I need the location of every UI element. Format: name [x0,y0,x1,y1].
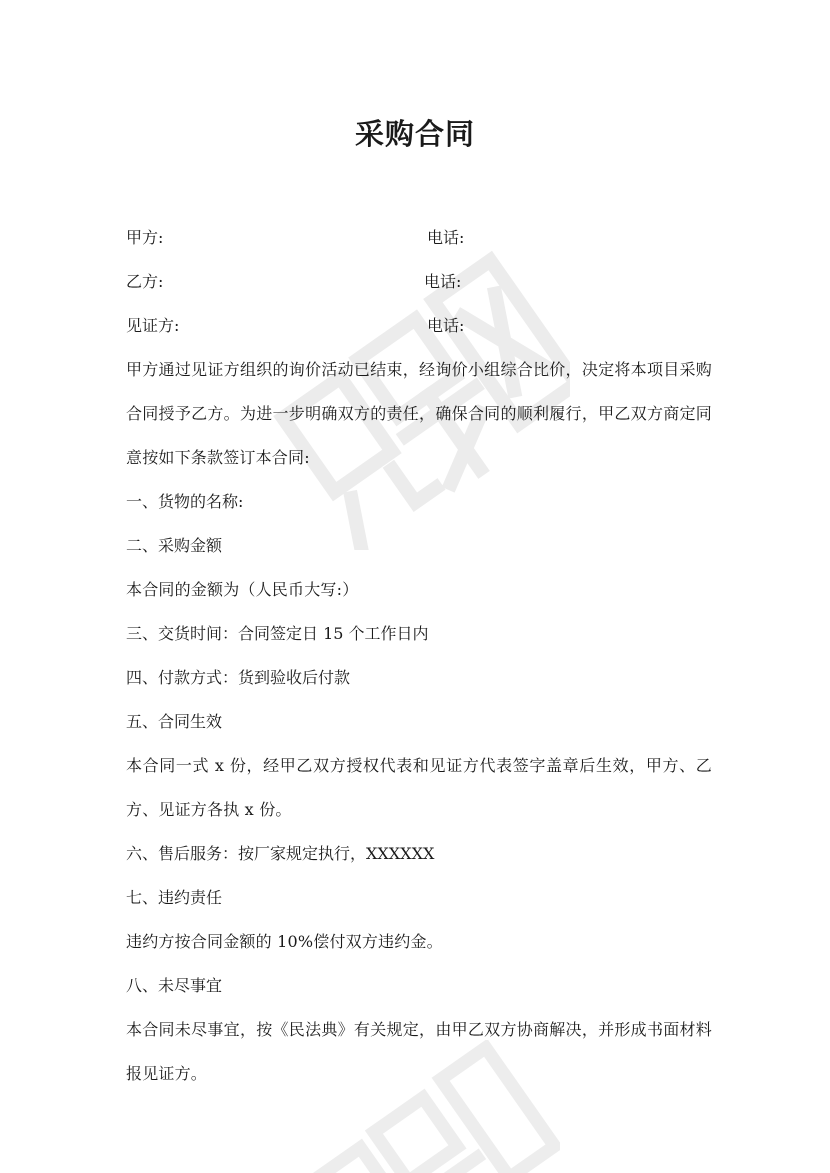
witness-phone-label: 电话: [427,316,465,335]
intro-paragraph: 甲方通过见证方组织的询价活动已结束，经询价小组综合比价，决定将本项目采购合同授予乙方。为进一步明确双方的责任，确保合同的顺利履行，甲乙双方商定同意按如下条款签订本合同: [126,360,712,467]
section-body: 本合同未尽事宜，按《民法典》有关规定，由甲乙双方协商解决，并形成书面材料报见证方。 [126,1020,712,1083]
section-heading: 一、货物的名称: [126,492,244,511]
section-body: 违约方按合同金额的 10%偿付双方违约金。 [126,932,443,951]
witness-label: 见证方: [126,316,180,335]
section-body: 本合同一式 x 份，经甲乙双方授权代表和见证方代表签字盖章后生效，甲方、乙方、见证方各执 x 份。 [126,756,712,819]
page-title: 采购合同 [354,117,475,151]
section-body: 本合同的金额为（人民币大写:） [126,580,359,599]
party-row-witness [126,304,712,348]
section-heading: 六、售后服务：按厂家规定执行，XXXXXX [126,844,435,863]
party-a-label: 甲方: [126,228,164,247]
section-heading: 七、违约责任 [126,888,223,907]
party-b-label: 乙方: [126,272,164,291]
section-heading: 二、采购金额 [126,536,223,555]
contract-body [126,216,712,1096]
party-row-a [126,216,712,260]
section-heading: 五、合同生效 [126,712,223,731]
party-b-phone-label: 电话: [424,272,462,291]
section-heading: 四、付款方式：货到验收后付款 [126,668,351,687]
party-a-phone-label: 电话: [427,228,465,247]
section-heading: 八、未尽事宜 [126,976,223,995]
section-heading: 三、交货时间：合同签定日 15 个工作日内 [126,624,429,643]
party-row-b [126,260,712,304]
